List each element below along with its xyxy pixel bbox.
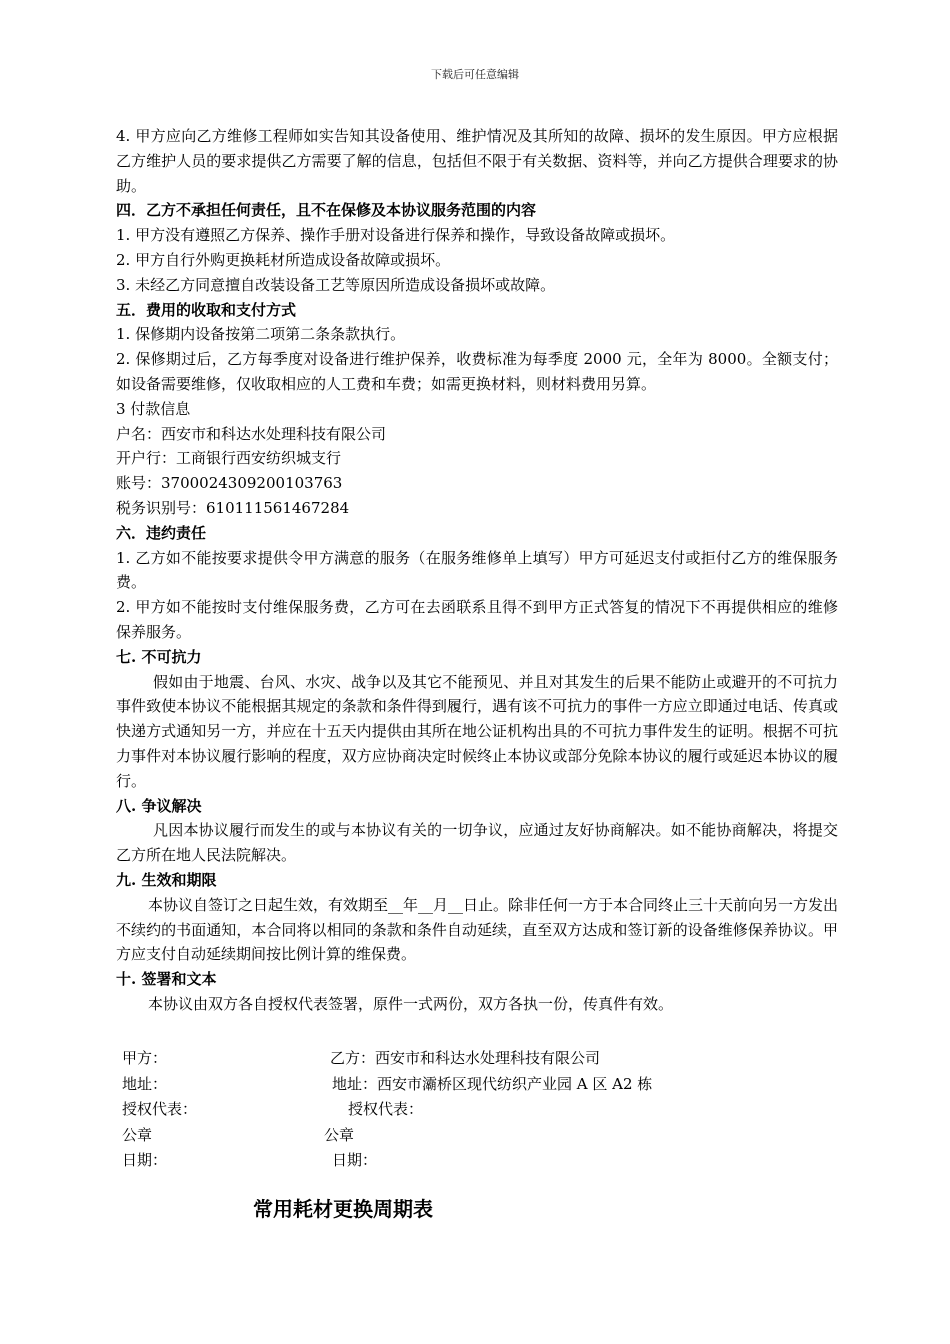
party-a-representative: 授权代表： bbox=[122, 1100, 198, 1118]
clause-paragraph: 本协议自签订之日起生效，有效期至__年__月__日止。除非任何一方于本合同终止三十天前向另一方发出不续约的书面通知，本合同将以相同的条款和条件自动延续，直至双方达成和签订新的设备维修保养协议。甲方应支付自动延续期间按比例计算的维保费。 bbox=[116, 895, 839, 964]
clause-item: 3 付款信息 bbox=[116, 399, 191, 418]
clause-item: 4. 甲方应向乙方维修工程师如实告知其设备使用、维护情况及其所知的故障、损坏的发生原因。甲方应根据乙方维护人员的要求提供乙方需要了解的信息，包括但不限于有关数据、资料等，并向乙方提供合理要求的协助。 bbox=[116, 127, 838, 195]
clause-item: 2. 甲方如不能按时支付维保服务费，乙方可在去函联系且得不到甲方正式答复的情况下不再提供相应的维修保养服务。 bbox=[116, 598, 838, 641]
consumables-table-title: 常用耗材更换周期表 bbox=[253, 1197, 433, 1221]
clause-item: 税务识别号：610111561467284 bbox=[116, 498, 350, 517]
party-a-date: 日期： bbox=[122, 1151, 168, 1169]
section-heading: 七. 不可抗力 bbox=[116, 647, 202, 666]
clause-item: 开户行：工商银行西安纺织城支行 bbox=[116, 449, 342, 468]
clause-item: 账号：3700024309200103763 bbox=[116, 474, 343, 493]
section-heading: 十. 签署和文本 bbox=[116, 970, 217, 989]
agreement-body bbox=[116, 124, 838, 1017]
party-b-seal: 公章 bbox=[324, 1125, 355, 1144]
clause-item: 1. 保修期内设备按第二项第二条条款执行。 bbox=[116, 325, 406, 344]
clause-item: 户名：西安市和科达水处理科技有限公司 bbox=[116, 424, 387, 443]
section-heading: 八. 争议解决 bbox=[116, 796, 202, 815]
section-heading: 四．乙方不承担任何责任，且不在保修及本协议服务范围的内容 bbox=[116, 201, 537, 220]
section-heading: 九. 生效和期限 bbox=[116, 870, 217, 889]
party-b-label: 乙方：西安市和科达水处理科技有限公司 bbox=[330, 1049, 601, 1067]
party-b-address: 地址：西安市灞桥区现代纺织产业园 A 区 A2 栋 bbox=[332, 1074, 653, 1093]
party-a-address: 地址： bbox=[122, 1074, 168, 1093]
clause-item: 2. 甲方自行外购更换耗材所造成设备故障或损坏。 bbox=[116, 250, 451, 269]
party-b-date: 日期： bbox=[332, 1151, 378, 1169]
clause-paragraph: 凡因本协议履行而发生的或与本协议有关的一切争议，应通过友好协商解决。如不能协商解决，将提交乙方所在地人民法院解决。 bbox=[116, 821, 838, 865]
section-heading: 六．违约责任 bbox=[116, 523, 207, 542]
party-b-representative: 授权代表： bbox=[348, 1100, 424, 1118]
party-a-label: 甲方： bbox=[122, 1049, 168, 1067]
clause-paragraph: 本协议由双方各自授权代表签署，原件一式两份，双方各执一份，传真件有效。 bbox=[148, 994, 674, 1013]
party-a-seal: 公章 bbox=[122, 1125, 153, 1144]
clause-item: 3. 未经乙方同意擅自改装设备工艺等原因所造成设备损坏或故障。 bbox=[116, 275, 556, 294]
clause-item: 1. 乙方如不能按要求提供令甲方满意的服务（在服务维修单上填写）甲方可延迟支付或拒付乙方的维保服务费。 bbox=[116, 548, 838, 592]
page-header: 下载后可任意编辑 bbox=[431, 68, 519, 81]
section-heading: 五．费用的收取和支付方式 bbox=[116, 300, 297, 319]
clause-item: 1. 甲方没有遵照乙方保养、操作手册对设备进行保养和操作，导致设备故障或损坏。 bbox=[116, 226, 676, 245]
clause-paragraph: 假如由于地震、台风、水灾、战争以及其它不能预见、并且对其发生的后果不能防止或避开的不可抗力事件致使本协议不能根据其规定的条款和条件得到履行，遇有该不可抗力的事件一方应立即通过电话、传真或快递方式通知另一方，并应在十五天内提供由其所在地公证机构出具的不可抗力事件发生的证明。根据不可抗力事件对本协议履行影响的程度，双方应协商决定时候终止本协议或部分免除本协议的履行或延迟本协议的履行。 bbox=[116, 672, 838, 790]
clause-item: 2. 保修期过后，乙方每季度对设备进行维护保养，收费标准为每季度 2000 元，全年为 8000。全额支付；如设备需要维修，仅收取相应的人工费和车费；如需更换材料，则材料费用另算。 bbox=[116, 350, 838, 393]
